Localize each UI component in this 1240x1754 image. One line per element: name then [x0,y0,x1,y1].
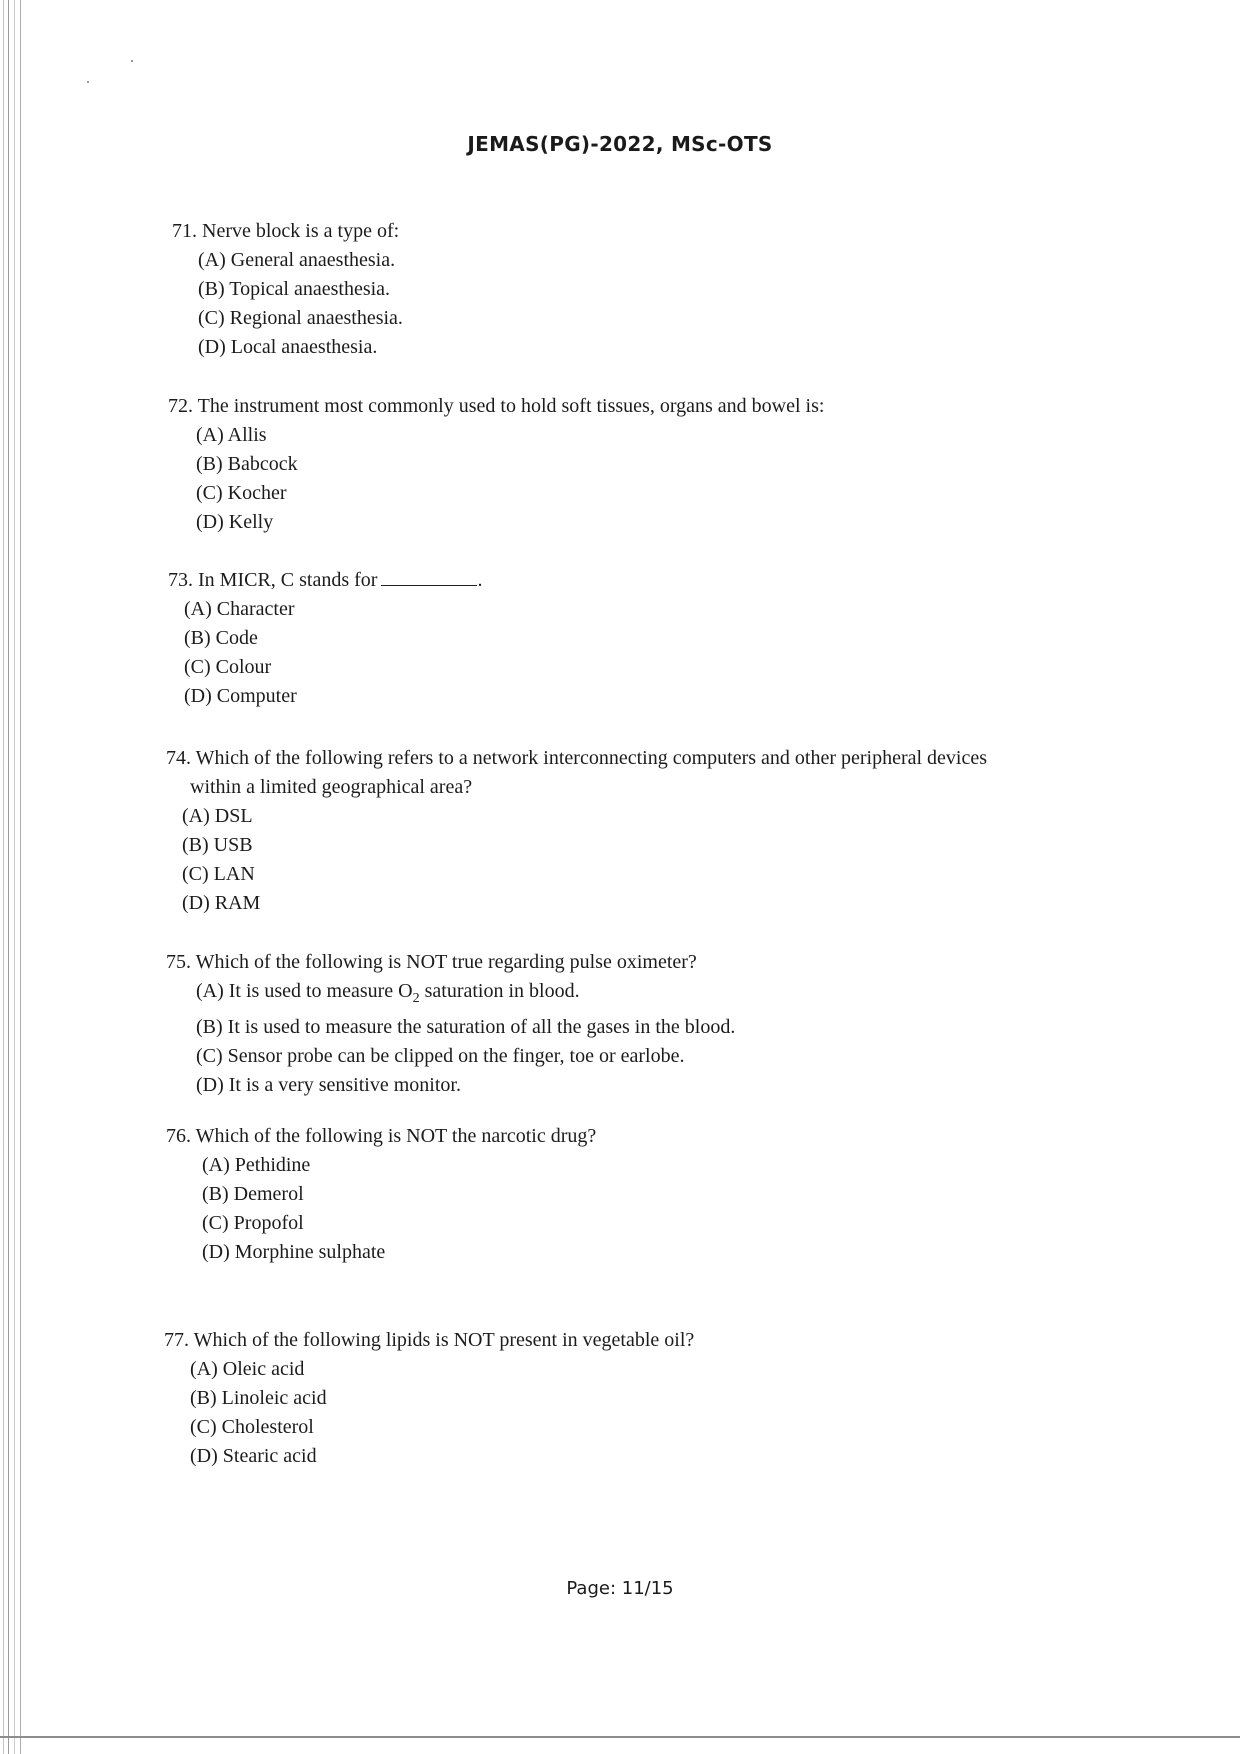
option-a: (A) Pethidine [202,1154,311,1176]
option-c: (C) LAN [182,863,255,885]
option-b: (B) Linoleic acid [190,1387,327,1409]
option-d: (D) RAM [182,892,261,914]
option-c: (C) Regional anaesthesia. [198,307,403,329]
scan-speck [131,60,133,62]
question-76 [166,1122,596,1267]
option-b: (B) Demerol [202,1183,304,1205]
subscript-2: 2 [412,991,420,1006]
option-c: (C) Kocher [196,482,287,504]
question-stem-continuation: within a limited geographical area? [190,776,473,798]
option-a: (A) Character [184,598,295,620]
question-77 [164,1326,694,1471]
option-c: (C) Sensor probe can be clipped on the finger, toe or earlobe. [196,1045,685,1067]
question-75 [166,948,735,1100]
scan-speck [87,81,89,83]
option-a: (A) DSL [182,805,253,827]
option-d: (D) Computer [184,685,297,707]
option-a-text: (A) It is used to measure O [196,980,413,1002]
question-71 [172,217,403,362]
question-74 [166,744,987,918]
option-d: (D) Stearic acid [190,1445,317,1467]
question-stem: 72. The instrument most commonly used to hold soft tissues, organs and bowel is: [168,395,825,417]
option-b: (B) It is used to measure the saturation of all the gases in the blood. [196,1016,736,1038]
question-stem: 76. Which of the following is NOT the narcotic drug? [166,1125,597,1147]
question-stem-end: . [477,569,483,591]
question-stem: 75. Which of the following is NOT true regarding pulse oximeter? [166,951,697,973]
option-a: (A) Allis [196,424,267,446]
option-a: (A) Oleic acid [190,1358,305,1380]
question-stem [168,566,482,595]
option-c: (C) Colour [184,656,272,678]
question-73 [168,566,482,711]
option-d: (D) It is a very sensitive monitor. [196,1074,461,1096]
page-number: Page: 11/15 [566,1578,674,1599]
option-b: (B) USB [182,834,253,856]
question-stem: 77. Which of the following lipids is NOT present in vegetable oil? [164,1329,695,1351]
fill-in-blank [381,567,477,586]
question-72 [168,392,824,537]
option-a [196,977,735,1013]
option-b: (B) Babcock [196,453,298,475]
option-d: (D) Morphine sulphate [202,1241,386,1263]
option-a-text-end: saturation in blood. [419,980,580,1002]
scan-bottom-line [0,1736,1240,1738]
option-b: (B) Topical anaesthesia. [198,278,391,300]
option-d: (D) Kelly [196,511,274,533]
question-stem-text: 73. In MICR, C stands for [168,569,378,591]
question-stem: 71. Nerve block is a type of: [172,220,400,242]
option-a: (A) General anaesthesia. [198,249,396,271]
option-b: (B) Code [184,627,258,649]
scan-binding-edge [0,0,30,1754]
option-c: (C) Cholesterol [190,1416,314,1438]
option-d: (D) Local anaesthesia. [198,336,378,358]
page-header: JEMAS(PG)-2022, MSc-OTS [467,132,773,156]
question-stem: 74. Which of the following refers to a network interconnecting computers and other peripheral devices [166,747,988,769]
option-c: (C) Propofol [202,1212,304,1234]
